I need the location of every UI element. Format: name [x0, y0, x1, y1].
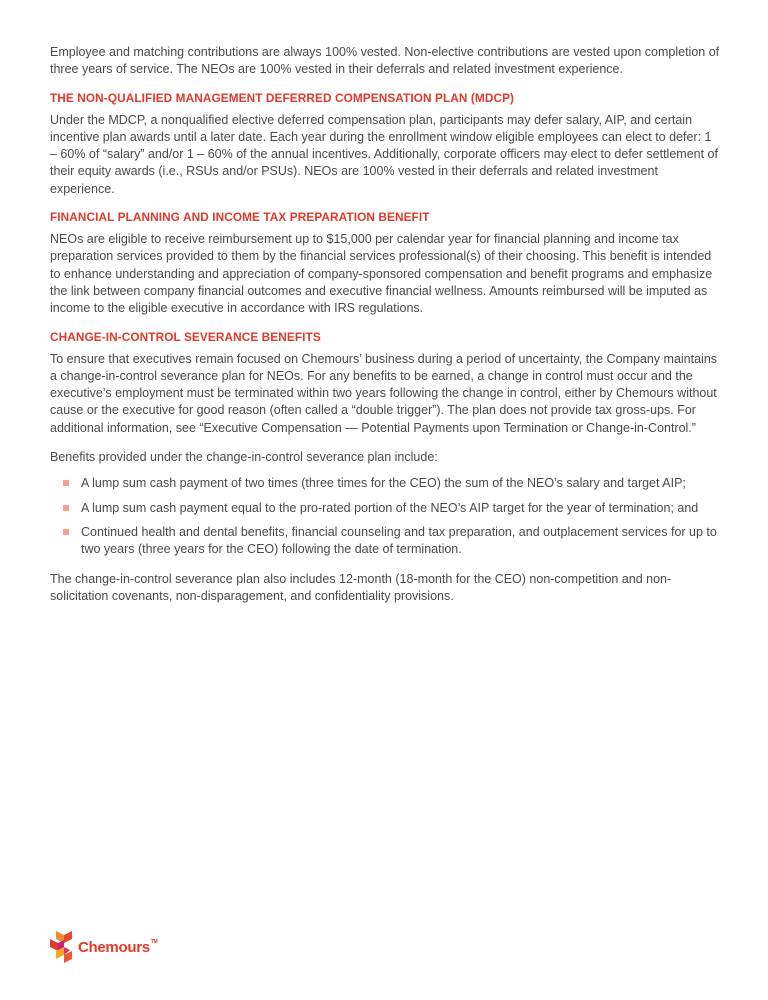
change-in-control-paragraph: To ensure that executives remain focused on Chemours’ business during a period of uncertainty, the Company maintains a change-in-control severance plan for NEOs. For any benefits to be earned, a change in control must occur and the executive’s employment must be terminated within two years following the change in control, either by Chemours without cause or the executive for good reason (often called a “double trigger”). The plan does not provide tax gross-ups. For additional information, see “Executive Compensation — Potential Payments upon Termination or Change-in-Control.”	[50, 351, 718, 435]
logo-wordmark	[78, 939, 157, 956]
benefits-list-intro: Benefits provided under the change-in-control severance plan include:	[50, 450, 438, 465]
chemours-mark-icon	[50, 931, 74, 963]
list-item-text: A lump sum cash payment of two times (three times for the CEO) the sum of the NEO’s salary and target AIP;	[81, 476, 686, 491]
document-page	[50, 44, 720, 605]
logo-trademark: TM	[150, 938, 158, 945]
benefits-list	[50, 475, 720, 558]
list-item	[50, 524, 720, 559]
square-bullet-icon	[63, 529, 69, 535]
financial-planning-paragraph: NEOs are eligible to receive reimbursement up to $15,000 per calendar year for financial planning and income tax preparation services provided to them by the financial services professional(s) of their choosing. This benefit is intended to enhance understanding and appreciation of company-sponsored compensation and benefit programs and emphasize the link between company financial outcomes and executive financial wellness. Amounts reimbursed will be imputed as income to the eligible executive in accordance with IRS regulations.	[50, 232, 713, 316]
section-heading-change-in-control: CHANGE-IN-CONTROL SEVERANCE BENEFITS	[50, 329, 321, 344]
square-bullet-icon	[63, 480, 69, 486]
chemours-logo	[50, 930, 157, 964]
intro-paragraph: Employee and matching contributions are always 100% vested. Non-elective contributions are vested upon completion of three years of service. The NEOs are 100% vested in their deferrals and related investment experience.	[50, 45, 720, 77]
list-item-text: A lump sum cash payment equal to the pro-rated portion of the NEO’s AIP target for the year of termination; and	[81, 500, 699, 515]
list-item	[50, 500, 720, 517]
section-heading-mdcp: THE NON-QUALIFIED MANAGEMENT DEFERRED COMPENSATION PLAN (MDCP)	[50, 90, 515, 105]
list-item-text: Continued health and dental benefits, financial counseling and tax preparation, and outplacement services for up to two years (three years for the CEO) following the date of termination.	[81, 524, 717, 557]
closing-paragraph: The change-in-control severance plan also includes 12-month (18-month for the CEO) non-competition and non-solicitation covenants, non-disparagement, and confidentiality provisions.	[50, 571, 672, 603]
section-heading-financial-planning: FINANCIAL PLANNING AND INCOME TAX PREPARATION BENEFIT	[50, 210, 430, 225]
mdcp-paragraph: Under the MDCP, a nonqualified elective deferred compensation plan, participants may defer salary, AIP, and certain incentive plan awards until a later date. Each year during the enrollment window eligible employees can elect to defer: 1 – 60% of “salary” and/or 1 – 60% of the annual incentives. Additionally, corporate officers may elect to defer settlement of their equity awards (i.e., RSUs and/or PSUs). NEOs are 100% vested in their deferrals and related investment experience.	[50, 112, 718, 196]
logo-wordmark-text: Chemours	[78, 938, 150, 956]
list-item	[50, 475, 720, 492]
square-bullet-icon	[63, 505, 69, 511]
